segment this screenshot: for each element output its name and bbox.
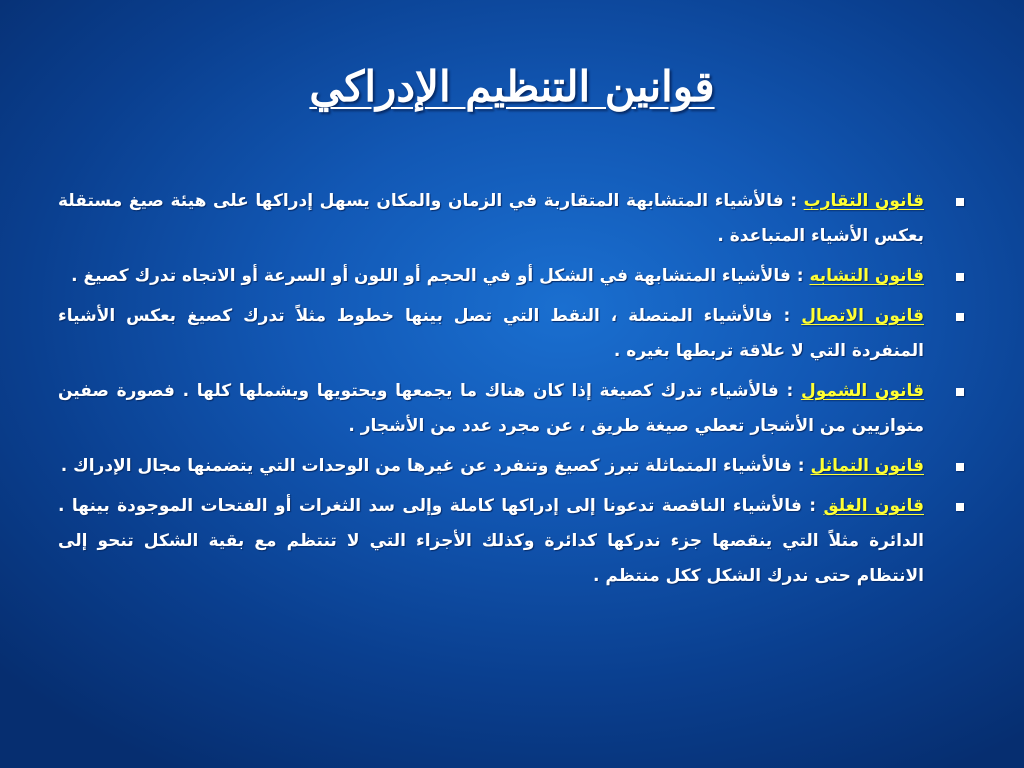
law-description: : فالأشياء تدرك كصيغة إذا كان هناك ما يجمعها ويحتويها ويشملها كلها . فصورة صفين متوازيين من الأشجار تعطي صيغة طريق ، عن مجرد عدد من الأشجار . bbox=[58, 381, 924, 436]
law-name[interactable]: قانون الشمول bbox=[800, 381, 924, 401]
square-bullet-icon bbox=[956, 273, 964, 281]
law-name[interactable]: قانون الغلق bbox=[823, 496, 924, 516]
law-name[interactable]: قانون التقارب bbox=[803, 191, 924, 211]
square-bullet-icon bbox=[956, 313, 964, 321]
square-bullet-icon bbox=[956, 463, 964, 471]
laws-list bbox=[58, 184, 968, 599]
list-item-symmetry bbox=[58, 449, 968, 484]
square-bullet-icon bbox=[956, 388, 964, 396]
list-item-similarity bbox=[58, 259, 968, 294]
slide-title: قوانين التنظيم الإدراكي bbox=[309, 62, 715, 111]
law-description: : فالأشياء المتماثلة تبرز كصيغ وتنفرد عن غيرها من الوحدات التي يتضمنها مجال الإدراك . bbox=[60, 456, 811, 476]
law-name[interactable]: قانون التشابه bbox=[809, 266, 924, 286]
law-description: : فالأشياء المتشابهة في الشكل أو في الحجم أو اللون أو السرعة أو الاتجاه تدرك كصيغ . bbox=[71, 266, 810, 286]
law-description: : فالأشياء المتصلة ، النقط التي تصل بينها خطوط مثلاً تدرك كصيغ بعكس الأشياء المنفردة التي لا علاقة تربطها بغيره . bbox=[58, 306, 924, 361]
square-bullet-icon bbox=[956, 503, 964, 511]
law-description: : فالأشياء الناقصة تدعونا إلى إدراكها كاملة وإلى سد الثغرات أو الفتحات الموجودة بينها . الدائرة مثلاً التي ينقصها جزء ندركها كدائرة وكذلك الأجزاء التي لا تنتظم مع بقية الشكل تنحو إلى الانتظام حتى ندرك الشكل ككل منتظم . bbox=[58, 496, 924, 586]
law-name[interactable]: قانون التماثل bbox=[810, 456, 924, 476]
list-item-proximity bbox=[58, 184, 968, 254]
list-item-continuity bbox=[58, 299, 968, 369]
list-item-closure bbox=[58, 489, 968, 594]
square-bullet-icon bbox=[956, 198, 964, 206]
law-description: : فالأشياء المتشابهة المتقاربة في الزمان والمكان يسهل إدراكها على هيئة صيغ مستقلة بعكس الأشياء المتباعدة . bbox=[58, 191, 924, 246]
list-item-inclusion bbox=[58, 374, 968, 444]
law-name[interactable]: قانون الاتصال bbox=[801, 306, 924, 326]
